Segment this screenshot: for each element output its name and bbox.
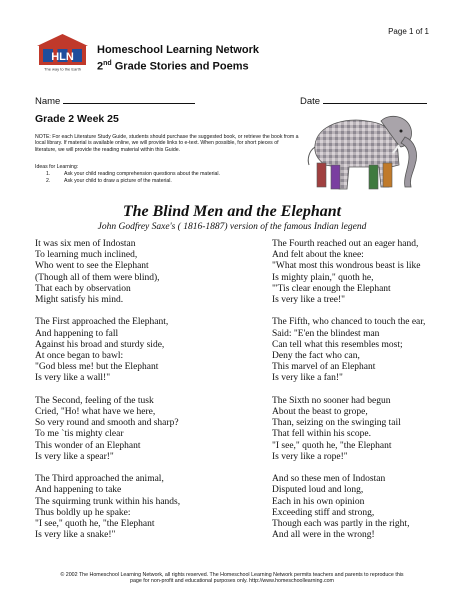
poem-line: The Fourth reached out an eager hand, [272,239,419,249]
header [97,44,259,73]
poem-line: Exceeding stiff and strong, [272,507,375,518]
poem-line: The Fifth, who chanced to touch the ear, [272,317,426,328]
poem-line: "I see," quoth he, "the Elephant [35,519,155,530]
poem-line: Is mighty plain," quoth he, [272,272,374,283]
poem-line: "God bless me! but the Elephant [35,362,159,373]
poem-line: At once began to bawl: [35,351,124,362]
poem-line: Is very like a snake!" [35,530,116,541]
network-name: Homeschool Learning Network [97,44,259,56]
idea-number: 1. [46,171,51,177]
poem-line: To learning much inclined, [35,250,138,261]
page-number: Page 1 of 1 [388,27,429,36]
ideas-list [46,171,220,185]
poem-stanza [272,239,452,306]
poem-line: And all were in the wrong! [272,530,375,541]
poem-line: Is very like a rope!" [272,451,348,462]
poem-line: Each in his own opinion [272,496,365,507]
poem-line: Though each was partly in the right, [272,519,410,530]
poem-line: So very round and smooth and sharp? [35,418,179,429]
poem-line: Disputed loud and long, [272,485,364,496]
poem-stanza [272,396,452,463]
poem-line: Thus boldly up he spake: [35,507,131,518]
footer [0,572,464,585]
poem-title: The Blind Men and the Elephant [122,203,342,220]
poem-line: And so these men of Indostan [272,474,386,485]
poem-line: Is very like a tree!" [272,295,345,306]
poem-line: This marvel of an Elephant [272,362,376,373]
permission-line: page for non-profit and educational purposes only. http://www.homeschoollearning.com [130,578,334,585]
poem-line: Said: "E'en the blindest man [272,328,380,339]
poem-line: And felt about the knee: [272,250,364,261]
poem-line: Is very like a fan!" [272,373,343,384]
idea-item [46,178,220,185]
poem-line: Deny the fact who can, [272,351,360,362]
poem-line: The squirming trunk within his hands, [35,496,181,507]
poem-line: "What most this wondrous beast is like [272,261,421,272]
date-line [323,94,427,104]
poem-line: The First approached the Elephant, [35,317,169,328]
poem-line: That fell within his scope. [272,429,371,440]
poem-stanza [35,239,215,306]
poem-line: (Though all of them were blind), [35,272,160,283]
poem-line: The Third approached the animal, [35,474,164,485]
poem-line: The Second, feeling of the tusk [35,395,154,406]
poem-line: Is very like a spear!" [35,451,114,462]
logo-tagline: The way to the Earth [44,66,81,72]
poem-line: And happening to take [35,485,122,496]
poem-line: The Sixth no sooner had begun [272,395,391,406]
poem-stanza [35,474,215,541]
poem-line: Against his broad and sturdy side, [35,339,165,350]
poem-stanza [35,317,215,384]
idea-item [46,171,220,178]
copyright-line: © 2002 The Homeschool Learning Network, all rights reserved. The Homeschool Learning Network permits teachers and parents to reproduce this [60,572,404,578]
idea-text: Ask your child to draw a picture of the material. [64,177,172,184]
grade-suffix: nd [103,60,112,67]
poem-line: It was six men of Indostan [35,239,136,249]
idea-text: Ask your child reading comprehension questions about the material. [64,171,221,177]
poem-line: Than, seizing on the swinging tail [272,418,401,429]
poem-stanza [272,317,452,384]
name-label: Name [35,96,61,107]
poem-line: Might satisfy his mind. [35,295,124,306]
poem-right-column [272,239,452,553]
poem-subtitle: John Godfrey Saxe's ( 1816-1887) version of the famous Indian legend [97,222,367,232]
note-text: NOTE: For each Literature Study Guide, students should purchase the suggested book, or retrieve the book from a local library. If material is available online, we will provide links to e-text. When possible, for short pieces of literature, we will provide the reading material within this Guide. [35,134,299,153]
poem-left-column [35,239,215,553]
name-line [63,94,195,104]
logo-letters: HLN [51,51,74,63]
date-field [300,94,427,107]
grade-heading-rest: Grade Stories and Poems [111,60,249,73]
poem-line: To me `tis mighty clear [35,429,124,440]
poem-line: "I see," quoth he, "the Elephant [272,440,392,451]
poem-line: Can tell what this resembles most; [272,339,403,350]
poem-line: "'Tis clear enough the Elephant [272,283,391,294]
poem-line: Cried, "Ho! what have we here, [35,407,156,418]
name-field [35,94,195,107]
poem-line: This wonder of an Elephant [35,440,141,451]
elephant-illustration [305,107,430,199]
poem-stanza [272,474,452,541]
poem-line: About the beast to grope, [272,407,368,418]
poem-line: Who went to see the Elephant [35,261,149,272]
date-label: Date [300,96,321,107]
hln-logo [35,32,90,72]
poem-stanza [35,396,215,463]
poem-line: That each by observation [35,283,131,294]
idea-number: 2. [46,177,51,184]
grade-week: Grade 2 Week 25 [35,113,119,125]
poem-line: Is very like a wall!" [35,373,111,384]
grade-heading [97,60,259,73]
grade-number: 2 [97,60,104,73]
poem-line: And happening to fall [35,328,119,339]
ideas-title: Ideas for Learning: [35,164,79,170]
